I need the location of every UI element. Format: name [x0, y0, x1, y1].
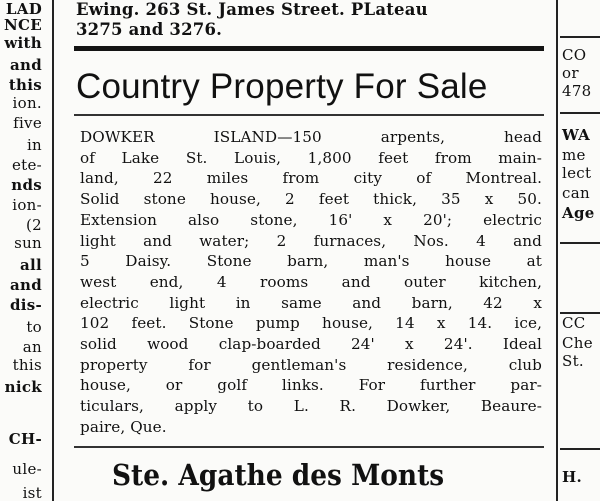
ad-body-line: solid wood clap-boarded 24' x 24'. Ideal	[80, 335, 542, 354]
left-column-fragment: ete-	[11, 156, 42, 174]
main-column	[70, 0, 548, 501]
right-column-rule	[556, 0, 558, 501]
left-column-fragment: ion.	[12, 94, 42, 112]
ad-body-line: light and water; 2 furnaces, Nos. 4 and	[80, 231, 542, 250]
right-column-fragment: WA	[562, 126, 591, 144]
right-column-divider	[560, 242, 600, 244]
ad-body-line: of Lake St. Louis, 1,800 feet from main-	[80, 148, 542, 167]
heading-bottom-rule	[74, 114, 544, 116]
left-column-fragment: CH-	[8, 430, 42, 448]
ad-body-line: ticulars, apply to L. R. Dowker, Beaure-	[80, 397, 542, 416]
left-column-fragment: with	[4, 34, 42, 52]
ad-body-line: 5 Daisy. Stone barn, man's house at	[80, 252, 542, 271]
right-column-divider	[560, 36, 600, 38]
right-column-fragment: St.	[562, 352, 584, 370]
right-column-fragment: H.	[562, 468, 582, 486]
ad-body-line: land, 22 miles from city of Montreal.	[80, 169, 542, 188]
right-column-fragment: Che	[562, 334, 593, 352]
ad-bottom-rule	[74, 446, 544, 448]
left-column-fragment: nick	[4, 378, 42, 396]
right-column-fragment: CC	[562, 314, 586, 332]
left-column-fragment: all	[19, 256, 42, 274]
right-column-divider	[560, 448, 600, 450]
left-column-fragment: this	[8, 76, 42, 94]
left-column-fragment: to	[26, 318, 42, 336]
ad-body-line: DOWKER ISLAND—150 arpents, head	[80, 128, 542, 146]
ad-heading: Country Property For Sale	[76, 67, 488, 106]
right-column-fragment: CO	[562, 46, 587, 64]
left-column-fragment: and	[9, 276, 42, 294]
previous-ad-line-2: 3275 and 3276.	[76, 20, 223, 39]
right-column-fragment: 478	[562, 82, 592, 100]
previous-ad-line-1: Ewing. 263 St. James Street. PLateau	[76, 0, 428, 19]
right-column-fragment: can	[562, 184, 590, 202]
previous-ad-text	[76, 0, 542, 40]
right-column-fragment: lect	[562, 164, 592, 182]
heading-top-rule	[74, 46, 544, 51]
ad-body-line: paire, Que.	[80, 417, 167, 436]
right-column-fragment: or	[562, 64, 579, 82]
left-column-fragment: dis-	[9, 296, 42, 314]
ad-body-line: west end, 4 rooms and outer kitchen,	[80, 272, 542, 291]
ad-body-line: Extension also stone, 16' x 20'; electric	[80, 210, 542, 229]
left-column-fragment: an	[22, 338, 42, 356]
left-column-fragment: (2	[26, 216, 42, 234]
left-column-fragment: and	[9, 56, 42, 74]
ad-body-line: 102 feet. Stone pump house, 14 x 14. ice,	[80, 314, 542, 333]
left-column-fragment: sun	[14, 234, 42, 252]
left-column-fragments	[0, 0, 44, 501]
ad-body-line: Solid stone house, 2 feet thick, 35 x 50.	[80, 190, 542, 209]
next-ad-heading: Ste. Agathe des Monts	[112, 458, 445, 492]
left-column-fragment: in	[26, 136, 42, 154]
ad-body-line: property for gentleman's residence, club	[80, 355, 542, 374]
left-column-fragment: this	[12, 356, 42, 374]
right-column-divider	[560, 112, 600, 114]
left-column-fragment: ion-	[12, 196, 42, 214]
left-column-fragment: ist	[22, 484, 42, 501]
left-column-fragment: NCE	[4, 16, 42, 34]
ad-body-line: electric light in same and barn, 42 x	[80, 293, 542, 312]
right-column-fragment: me	[562, 146, 586, 164]
right-column-fragments	[560, 0, 600, 501]
ad-body-line: house, or golf links. For further par-	[80, 376, 542, 395]
left-column-fragment: LAD	[5, 0, 42, 18]
left-column-fragment: ule-	[12, 460, 42, 478]
left-column-rule	[52, 0, 54, 501]
left-column-fragment: nds	[11, 176, 42, 194]
right-column-fragment: Age	[562, 204, 595, 222]
ad-body	[80, 127, 542, 438]
left-column-fragment: five	[13, 114, 42, 132]
